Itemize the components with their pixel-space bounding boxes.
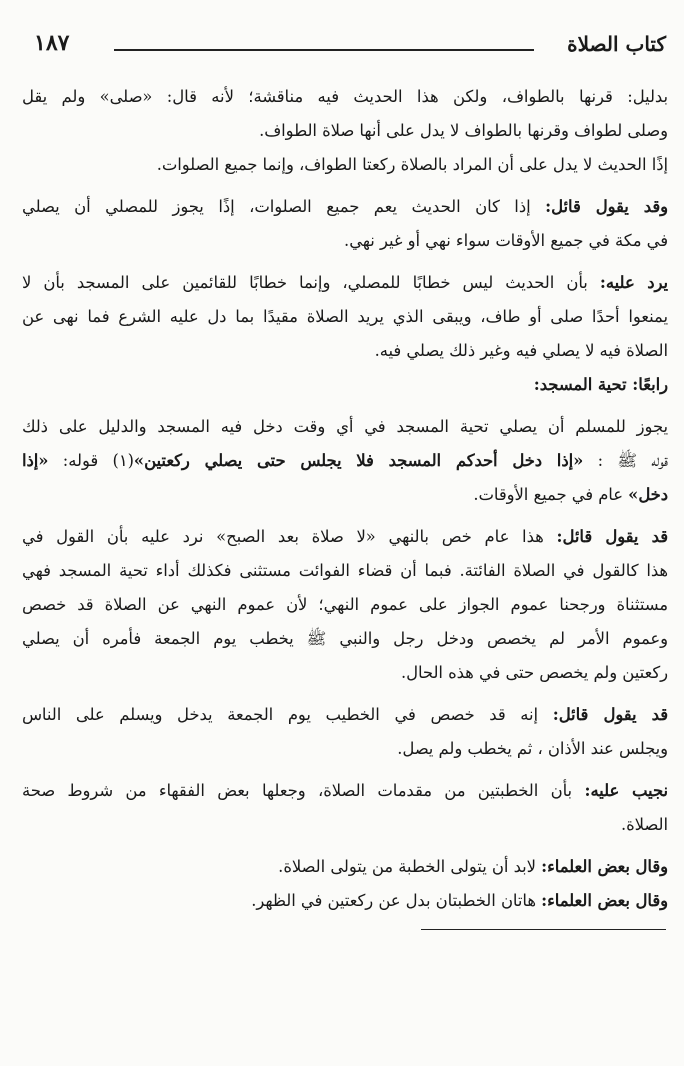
text-line	[22, 410, 668, 444]
text-line	[22, 554, 668, 588]
text-line	[22, 114, 668, 148]
text-line	[22, 266, 668, 300]
bold-run: وقال بعض العلماء:	[541, 891, 668, 910]
text-run: هاتان الخطبتان بدل عن ركعتين في الظهر.	[251, 891, 542, 910]
text-run: وعموم الأمر لم يخصص ودخل رجل والنبي ﷺ يخطب يوم الجمعة فأمره أن يصلي	[22, 629, 668, 648]
bold-run: رابعًا: تحية المسجد:	[533, 375, 668, 394]
footnote-separator	[421, 929, 666, 930]
text-run: هذا عام خص بالنهي «لا صلاة بعد الصبح» نرد عليه بأن القول في	[22, 527, 557, 546]
text-line	[22, 224, 668, 258]
page-header	[22, 30, 666, 64]
text-run: إنه قد خصص في الخطيب يوم الجمعة يدخل ويسلم على الناس	[22, 705, 553, 724]
text-line	[22, 656, 668, 690]
text-run: يمنعوا أحدًا صلى أو طاف، ويبقى الذي يريد الصلاة مقيدًا بما دل عليه الشرع فما نهى عن	[22, 307, 668, 326]
text-line	[22, 774, 668, 808]
text-line	[22, 444, 668, 478]
text-line	[22, 148, 668, 182]
text-run: بأن الخطبتين من مقدمات الصلاة، وجعلها بعض الفقهاء من شروط صحة	[22, 781, 585, 800]
text-line	[22, 884, 668, 918]
bold-run: «إذا دخل أحدكم المسجد فلا يجلس حتى يصلي ركعتين»	[133, 451, 584, 470]
bold-run: قد يقول قائل:	[552, 705, 668, 724]
header-rule	[114, 49, 534, 51]
text-line	[22, 80, 668, 114]
text-line	[22, 368, 668, 402]
text-line	[22, 698, 668, 732]
text-run: (١) قوله:	[48, 451, 134, 470]
text-run: يجوز للمسلم أن يصلي تحية المسجد في أي وقت دخل فيه المسجد والدليل على ذلك	[22, 417, 668, 436]
text-run: في مكة في جميع الأوقات سواء نهي أو غير نهي.	[344, 231, 668, 250]
bold-run: نجيب عليه:	[584, 781, 668, 800]
text-run: إذًا الحديث لا يدل على أن المراد بالصلاة ركعتا الطواف، وإنما جميع الصلوات.	[156, 155, 668, 174]
text-run: بأن الحديث ليس خطابًا للمصلي، وإنما خطابًا للقائمين على المسجد بأن لا	[22, 273, 600, 292]
text-run: الصلاة فيه لا يصلي فيه وغير ذلك يصلي فيه.	[374, 341, 668, 360]
text-run: عام في جميع الأوقات.	[473, 485, 629, 504]
bold-run: وقال بعض العلماء:	[541, 857, 668, 876]
text-run: الصلاة.	[620, 815, 668, 834]
bold-run: قد يقول قائل:	[556, 527, 668, 546]
text-line	[22, 732, 668, 766]
page-number: ١٨٧	[34, 30, 70, 56]
bold-run: وقد يقول قائل:	[545, 197, 668, 216]
text-run: مستثناة ورجحنا عموم الجواز على عموم النهي؛ لأن عموم النهي عن الصلاة قد خصص	[22, 595, 668, 614]
text-line	[22, 478, 668, 512]
bold-run: «إذا	[22, 451, 49, 470]
text-line	[22, 190, 668, 224]
text-run: هذا كالقول في الصلاة الفائتة. فبما أن قضاء الفوائت مستثنى فكذلك أداء تحية المسجد فهي	[22, 561, 668, 580]
text-run: ركعتين ولم يخصص حتى في هذه الحال.	[400, 663, 668, 682]
text-run: إذا كان الحديث يعم جميع الصلوات، إذًا يجوز للمصلي أن يصلي	[22, 197, 546, 216]
bold-run: يرد عليه:	[599, 273, 668, 292]
text-line	[22, 520, 668, 554]
text-line	[22, 808, 668, 842]
text-line	[22, 622, 668, 656]
running-title: كتاب الصلاة	[567, 32, 666, 56]
text-run: ويجلس عند الأذان ، ثم يخطب ولم يصل.	[397, 739, 668, 758]
text-run: قوله ﷺ :	[583, 451, 668, 470]
text-line	[22, 300, 668, 334]
text-line	[22, 334, 668, 368]
text-line	[22, 850, 668, 884]
text-run: بدليل: قرنها بالطواف، ولكن هذا الحديث فيه مناقشة؛ لأنه قال: «صلى» ولم يقل	[22, 87, 668, 106]
text-run: وصلى لطواف وقرنها بالطواف لا يدل على أنها صلاة الطواف.	[259, 121, 668, 140]
text-line	[22, 588, 668, 622]
bold-run: دخل»	[628, 485, 668, 504]
text-run: لابد أن يتولى الخطبة من يتولى الصلاة.	[278, 857, 542, 876]
